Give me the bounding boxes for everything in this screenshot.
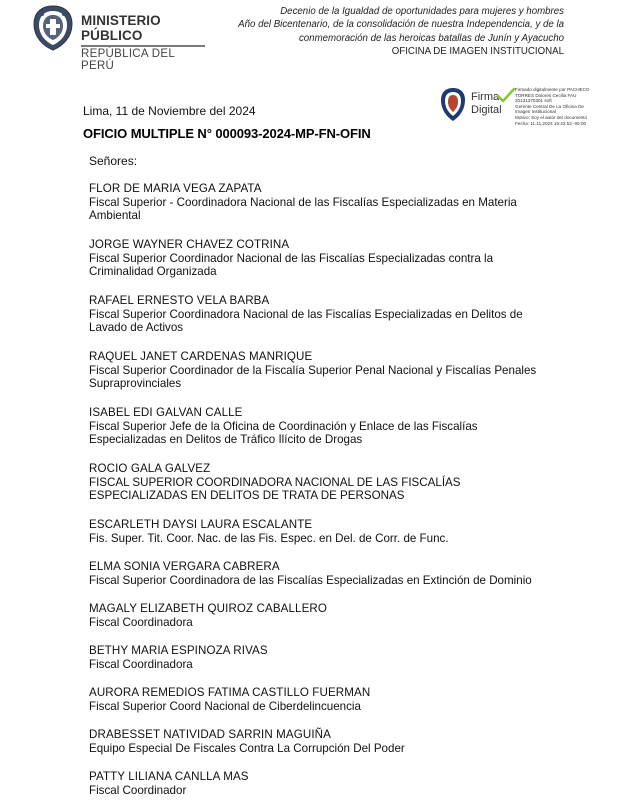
recipient-role: Fiscal Superior Coordinador de la Fiscalía Superior Penal Nacional y Fiscalías Penales — [89, 363, 537, 377]
recipient-item — [89, 406, 589, 462]
recipient-role: FISCAL SUPERIOR COORDINADORA NACIONAL DE LAS FISCALÍAS — [89, 475, 461, 489]
country-name: REPÚBLICA DEL PERÚ — [81, 47, 175, 72]
logo-divider — [81, 45, 205, 47]
recipient-role: Fiscal Coordinadora — [89, 615, 193, 629]
recipient-name: RAQUEL JANET CARDENAS MANRIQUE — [89, 350, 313, 363]
recipient-item — [89, 602, 589, 644]
salutation: Señores: — [89, 154, 138, 168]
recipient-name: AURORA REMEDIOS FATIMA CASTILLO FUERMAN — [89, 686, 371, 699]
recipient-role: Equipo Especial De Fiscales Contra La Corrupción Del Poder — [89, 741, 405, 755]
recipient-name: JORGE WAYNER CHAVEZ COTRINA — [89, 238, 290, 251]
recipient-name: ISABEL EDI GALVAN CALLE — [89, 406, 243, 419]
recipient-item — [89, 294, 589, 350]
recipient-role: Fiscal Superior Coordinadora de las Fiscalías Especializadas en Extinción de Dominio — [89, 573, 532, 587]
decree-line: conmemoración de las heroicas batallas de Junín y Ayacucho — [298, 32, 564, 44]
decree-line: Decenio de la Igualdad de oportunidades para mujeres y hombres — [280, 6, 564, 17]
recipient-role: Ambiental — [89, 209, 141, 223]
recipient-item — [89, 644, 589, 686]
recipient-item — [89, 560, 589, 602]
recipient-role: ESPECIALIZADAS EN DELITOS DE TRATA DE PERSONAS — [89, 489, 405, 503]
signature-seal-icon — [440, 87, 466, 123]
recipient-role: Fiscal Superior Coord Nacional de Ciberdelincuencia — [89, 699, 361, 713]
check-icon — [496, 87, 516, 103]
signature-metadata: Firmado digitalmente por PACHECO TORRES Dolores Cecilia FAU 20131370301 soft Gerente Central De La Oficina De Imagen Institucional Motivo: Soy el autor del documento Fecha: 11.11.2024 15:42:53 -05:00 — [515, 87, 590, 126]
recipient-role: Fiscal Superior Coordinador Nacional de las Fiscalías Especializadas contra la — [89, 251, 494, 265]
office-name: OFICINA DE IMAGEN INSTITUCIONAL — [391, 46, 564, 58]
recipient-item — [89, 770, 589, 812]
recipient-name: MAGALY ELIZABETH QUIROZ CABALLERO — [89, 602, 328, 615]
institution-logo-text — [81, 13, 211, 72]
recipient-role: Fiscal Superior - Coordinadora Nacional de las Fiscalías Especializadas en Materia — [89, 195, 517, 209]
recipient-name: BETHY MARIA ESPINOZA RIVAS — [89, 644, 268, 657]
recipient-role: Fiscal Superior Jefe de la Oficina de Coordinación y Enlace de las Fiscalías — [89, 419, 478, 433]
recipient-name: ESCARLETH DAYSI LAURA ESCALANTE — [89, 518, 313, 531]
digital-signature — [440, 87, 610, 127]
recipient-role: Criminalidad Organizada — [89, 265, 217, 279]
recipient-role: Fis. Super. Tit. Coor. Nac. de las Fis. Espec. en Del. de Corr. de Func. — [89, 531, 449, 545]
recipient-item — [89, 728, 589, 770]
recipient-name: DRABESSET NATIVIDAD SARRIN MAGUIÑA — [89, 728, 331, 741]
document-title: OFICIO MULTIPLE N° 000093-2024-MP-FN-OFIN — [83, 126, 371, 141]
recipient-role: Fiscal Coordinadora — [89, 657, 193, 671]
recipient-item — [89, 182, 589, 238]
recipient-name: FLOR DE MARIA VEGA ZAPATA — [89, 182, 262, 195]
recipient-role: Supraprovinciales — [89, 377, 182, 391]
recipient-name: ROCIO GALA GALVEZ — [89, 462, 211, 475]
recipient-role: Especializadas en Delitos de Tráfico Ilícito de Drogas — [89, 433, 363, 447]
recipient-item — [89, 462, 589, 518]
recipient-role: Lavado de Activos — [89, 321, 184, 335]
recipient-item — [89, 238, 589, 294]
recipient-role: Fiscal Coordinador — [89, 783, 187, 797]
decree-line: Año del Bicentenario, de la consolidación de nuestra Independencia, y de la — [238, 19, 564, 31]
recipient-role: Fiscal Superior Coordinadora Nacional de las Fiscalías Especializadas en Delitos de — [89, 307, 523, 321]
ministerio-publico-seal-icon — [30, 4, 76, 52]
recipient-item — [89, 518, 589, 560]
decree-header — [204, 5, 564, 59]
recipient-list — [89, 182, 589, 812]
firma-digital-label: Firma Digital — [471, 91, 502, 116]
recipient-name: PATTY LILIANA CANLLA MAS — [89, 770, 249, 783]
document-date: Lima, 11 de Noviembre del 2024 — [83, 104, 256, 118]
recipient-item — [89, 686, 589, 728]
recipient-item — [89, 350, 589, 406]
institution-name: MINISTERIO PÚBLICO — [81, 13, 161, 43]
recipient-name: ELMA SONIA VERGARA CABRERA — [89, 560, 280, 573]
recipient-name: RAFAEL ERNESTO VELA BARBA — [89, 294, 270, 307]
